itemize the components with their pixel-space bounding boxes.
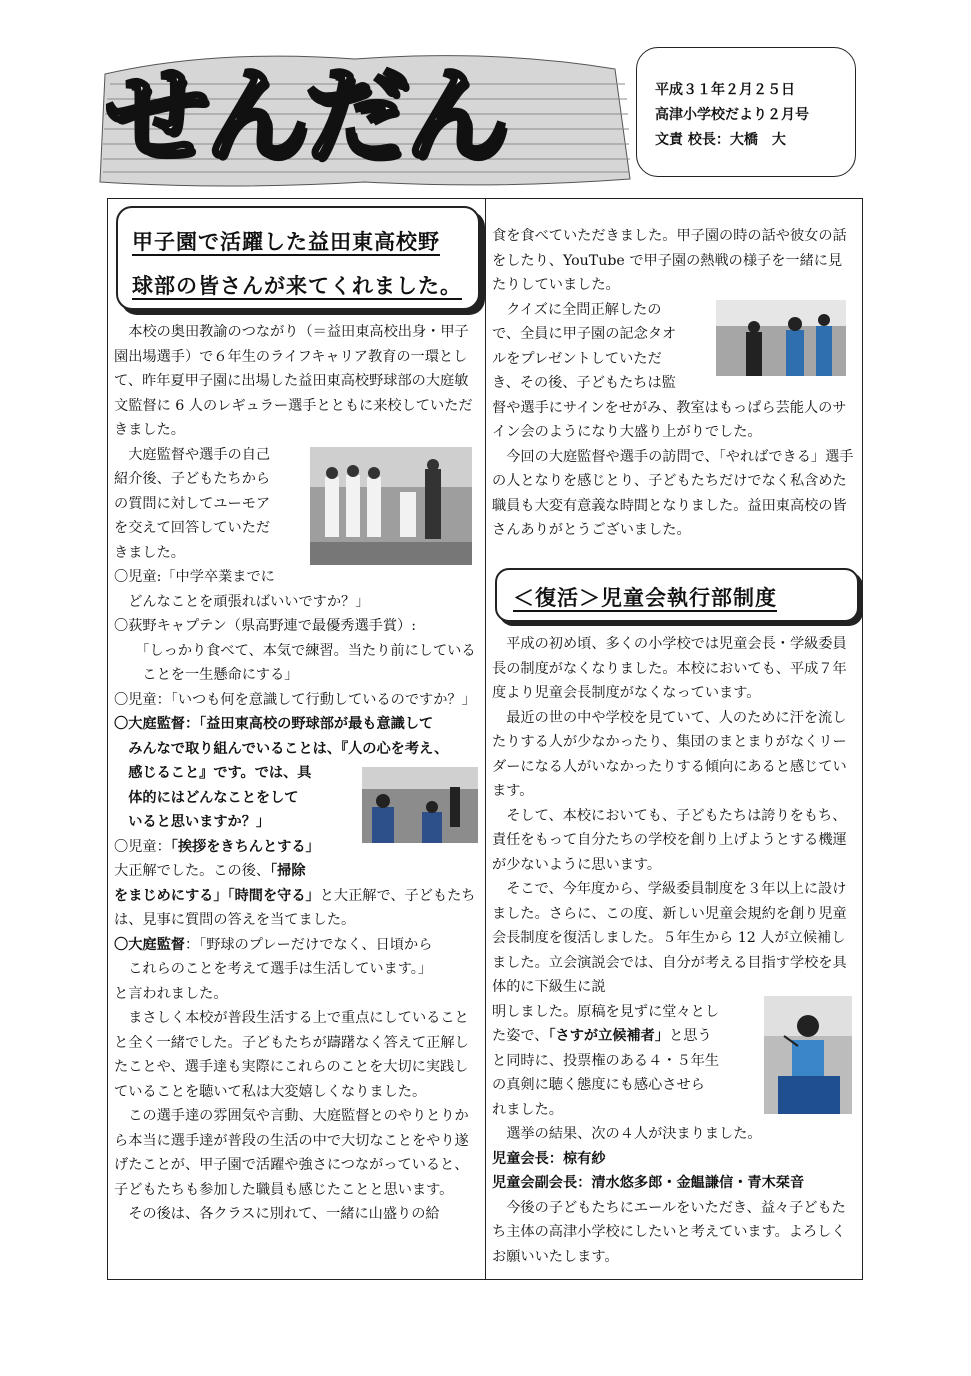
article1-heading-line2: 球部の皆さんが来てくれました。 (132, 274, 462, 298)
captain-answer-label: 〇荻野キャプテン（県高野連で最優秀選手賞）: (114, 618, 417, 634)
author: 文責 校長：大橋 大 (655, 132, 786, 148)
text-line: 紹介後、子どもたちから (114, 471, 271, 487)
paragraph: 選挙の結果、次の４人が決まりました。 (506, 1126, 762, 1142)
masthead-title: せんだん (105, 55, 506, 177)
paragraph: まさしく本校が普段生活する上で重点にしていることと全く一緒でした。子どもたちが躊躇なく答えて正解したことや、選手達も実際にこれらのことを大切に実践していることを聴いて私は大変嬉しくなりました。 (114, 1010, 469, 1100)
text-line: と言われました。 (114, 985, 228, 1002)
article1-heading-box (116, 206, 480, 310)
text-line: これらのことを考えて選手は生活しています。」 (128, 961, 433, 977)
photo-towel-presentation (716, 300, 846, 376)
masthead (95, 44, 635, 192)
text-line: れました。 (492, 1101, 563, 1118)
article2-heading-box (495, 568, 859, 622)
student-question: 〇児童：「いつも何を意識して行動しているのですか？」 (114, 691, 476, 708)
text-line: で、全員に甲子園の記念タオ (492, 326, 677, 342)
text-line: 明しました。原稿を見ずに堂々とし (492, 1003, 720, 1020)
right-column-article2: 平成の初め頃、多くの小学校では児童会長・学級委員長の制度がなくなりました。本校においても、平成７年度より児童会長制度がなくなっています。 最近の世の中や学校を見ていて、人のために汗を流したりする人が少なかったり、集団のまとまりがなくリーダーになる人がいなかったりする傾向にあると感じています。 そして、本校においても、子どもたちは誇りをもち、責任をもって自分たちの学校を創り上げようとする機運が少ないように思います。 そこで、今年度から、学級委員制度を３年以上に設けました。さらに、この度、新しい児童会規約を創り児童会長制度を復活しました。５年生から 12 人が立候補しました。立会演説会では、自分が考える目指す学校を具体的に下級生に説 明しました。原稿を見ずに堂々とし た姿で、「さすが立候補者」と思う と同時に、投票権のある４・５年生 の真剣に聴く態度にも感心させら れました。 選挙の結果、次の４人が決まりました。 児童会長：椋有紗 児童会副会長：清水悠多郎・金饂謙信・青木栞音 今後の子どもたちにエールをいただき、益々子どもたち主体の高津小学校にしたいと考えています。よろしくお願いいたします。 (492, 632, 856, 1269)
paragraph: そして、本校においても、子どもたちは誇りをもち、責任をもって自分たちの学校を創り上げようとする機運が少ないように思います。 (492, 807, 847, 873)
text-line: の真剣に聴く態度にも感心させら (492, 1077, 705, 1093)
text-line: ルをプレゼントしていただ (492, 350, 662, 367)
paragraph: 今回の大庭監督や選手の訪問で、「やればできる」選手の人となりを感じとり、子どもたちだけでなく私含めた職員も大変有意義な時間となりました。益田東高校の皆さんありがとうございました。 (492, 448, 854, 538)
paragraph: 本校の奥田教諭のつながり（＝益田東高校出身・甲子園出場選手）で６年生のライフキャリア教育の一環として、昨年夏甲子園に出場した益田東高校野球部の大庭敏文監督に 6 人のレギュラー選手とともに来校していただきました。 (114, 324, 473, 438)
issue-info-box (636, 47, 856, 177)
president-result: 児童会長：椋有紗 (492, 1150, 606, 1167)
text-line: き、その後、子どもたちは監 (492, 375, 676, 391)
text-line: と同時に、投票権のある４・５年生 (492, 1052, 720, 1069)
text-line: いると思いますか？」 (128, 814, 271, 830)
article1-heading-line1: 甲子園で活躍した益田東高校野 (132, 230, 440, 254)
text-line: 〇児童:「中学卒業までに (114, 569, 275, 585)
left-column: 本校の奥田教諭のつながり（＝益田東高校出身・甲子園出場選手）で６年生のライフキャリア教育の一環として、昨年夏甲子園に出場した益田東高校野球部の大庭敏文監督に 6 人のレギュラー選手とともに来校していただきました。 大庭監督や選手の自己 紹介後、子どもたちから の質問に対してユーモア を交えて回答していただ きました。 〇児童:「中学卒業までに どんなことを頑張ればいいですか？」 〇荻野キャプテン（県高野連で最優秀選手賞）: 「しっかり食べて、本気で練習。当たり前にしていることを一生懸命にする」 〇児童：「いつも何を意識して行動しているのですか？」 〇大庭監督：「益田東高校の野球部が最も意識して みんなで取り組んでいることは、『人の心を考え、 感じること』です。では、具 体的にはどんなことをして いると思いますか？」 〇児童：「挨拶をきちんとする」 大正解でした。この後、「掃除 をまじめにする」「時間を守る」と大正解で、子どもたちは、見事に質問の答えを当てました。 〇大庭監督：「野球のプレーだけでなく、日頃から これらのことを考えて選手は生活しています。」 と言われました。 まさしく本校が普段生活する上で重点にしていることと全く一緒でした。子どもたちが躊躇なく答えて正解したことや、選手達も実際にこれらのことを大切に実践していることを聴いて私は大変嬉しくなりました。 この選手達の雰囲気や言動、大庭監督とのやりとりから本当に選手達が普段の生活の中で大切なことをやり遂げたことが、甲子園で活躍や強さにつながっていると、子どもたちも参加した職員も感じたことと思います。 その後は、各クラスに別れて、一緒に山盛りの給 (114, 320, 480, 1227)
paragraph: 今後の子どもたちにエールをいただき、益々子どもたち主体の高津小学校にしたいと考えています。よろしくお願いいたします。 (492, 1199, 846, 1265)
right-column (492, 224, 856, 543)
paragraph: その後は、各クラスに別れて、一緒に山盛りの給 (128, 1206, 440, 1222)
article2-heading: ＜復活＞児童会執行部制度 (513, 586, 777, 610)
issue-date: 平成３１年２月２５日 (655, 82, 795, 98)
column-divider (485, 198, 486, 1280)
text-line: どんなことを頑張ればいいですか？」 (128, 593, 370, 610)
photo-classroom-discussion (362, 767, 478, 843)
newsletter-name: 高津小学校だより２月号 (655, 107, 809, 123)
photo-players-classroom (310, 447, 472, 565)
text-line: きました。 (114, 544, 185, 561)
paragraph: 食を食べていただきました。甲子園の時の話や彼女の話をしたり、YouTube で甲子園の熱戦の様子を一緒に見たりしていました。 (492, 228, 847, 293)
text-line: クイズに全問正解したの (506, 301, 662, 318)
photo-candidate-speech (764, 996, 852, 1114)
vice-president-result: 児童会副会長：清水悠多郎・金饂謙信・青木栞音 (492, 1175, 805, 1191)
paragraph: 平成の初め頃、多くの小学校では児童会長・学級委員長の制度がなくなりました。本校においても、平成７年度より児童会長制度がなくなっています。 (492, 636, 847, 701)
text-line: を交えて回答していただ (114, 520, 271, 536)
paragraph: 最近の世の中や学校を見ていて、人のために汗を流したりする人が少なかったり、集団のまとまりがなくリーダーになる人がいなかったりする傾向にあると感じています。 (492, 709, 847, 799)
text-line: 感じること』です。では、具 (128, 765, 312, 781)
captain-answer: 「しっかり食べて、本気で練習。当たり前にしていることを一生懸命にする」 (135, 642, 476, 683)
text-line: みんなで取り組んでいることは、『人の心を考え、 (128, 740, 449, 757)
student-answer: 〇児童：「挨拶をきちんとする」 (114, 838, 320, 855)
paragraph: 大庭監督や選手の自己 (128, 446, 271, 463)
paragraph: 督や選手にサインをせがみ、教室はもっぱら芸能人のサイン会のようになり大盛り上がりでした。 (492, 399, 847, 440)
coach-question: 〇大庭監督：「益田東高校の野球部が最も意識して (114, 716, 434, 732)
text-line: 体的にはどんなことをして (128, 789, 299, 806)
text-line: の質問に対してユーモア (114, 495, 271, 512)
paragraph: この選手達の雰囲気や言動、大庭監督とのやりとりから本当に選手達が普段の生活の中で大切なことをやり遂げたことが、甲子園で活躍や強さにつながっていると、子どもたちも参加した職員も感じたことと思います。 (114, 1108, 469, 1198)
paragraph: そこで、今年度から、学級委員制度を３年以上に設けました。さらに、この度、新しい児童会規約を創り児童会長制度を復活しました。５年生から 12 人が立候補しました。立会演説会では、自分が考える目指す学校を具体的に下級生に説 (492, 881, 847, 995)
